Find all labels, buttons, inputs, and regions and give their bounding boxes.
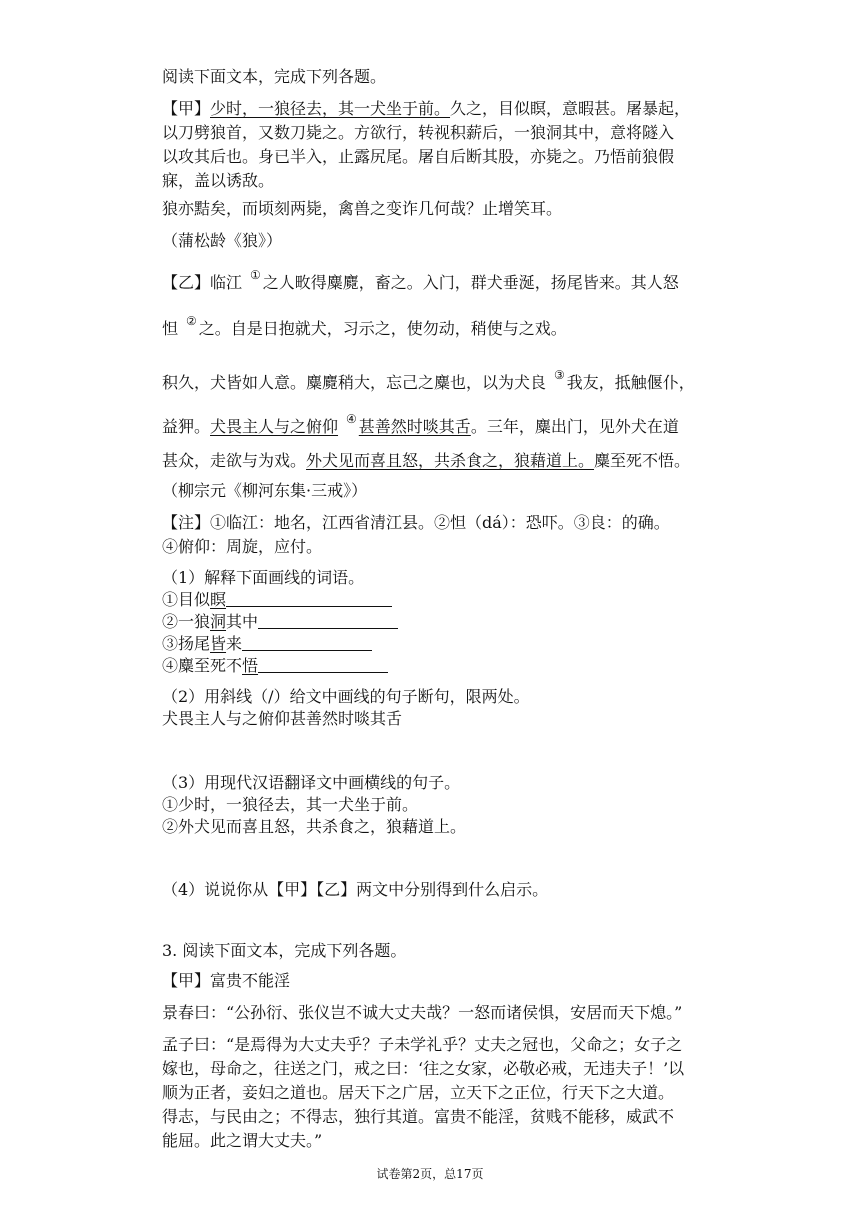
q3-sentence-2: ②外犬见而喜且怒，共杀食之，狼藉道上。 bbox=[162, 817, 467, 836]
yi-line-3 bbox=[162, 368, 695, 395]
q2-prompt: （2）用斜线（/）给文中画线的句子断句，限两处。 bbox=[162, 687, 530, 706]
yi-text: 之。自是日抱就犬，习示之，使勿动，稍使与之戏。 bbox=[198, 319, 567, 338]
q1-item-text: ③扬尾 bbox=[162, 634, 211, 653]
note-marker-4: ④ bbox=[346, 412, 357, 426]
yi-text: 怛 bbox=[162, 319, 179, 338]
q1-item-text: ①目似 bbox=[162, 590, 211, 609]
section-3-para-2-line-3: 顺为正者，妾妇之道也。居天下之广居，立天下之正位，行天下之大道。 bbox=[162, 1083, 675, 1102]
yi-text: 积久，犬皆如人意。麋麑稍大，忘己之麋也，以为犬良 bbox=[162, 373, 547, 392]
section-3-heading: 3. 阅读下面文本，完成下列各题。 bbox=[162, 941, 407, 960]
jia-underlined-sentence: 少时，一狼径去，其一犬坐于前。 bbox=[210, 99, 451, 118]
yi-line-1 bbox=[162, 268, 679, 295]
jia-source: （蒲松龄《狼》） bbox=[162, 231, 283, 250]
q4-prompt: （4）说说你从【甲】【乙】两文中分别得到什么启示。 bbox=[162, 880, 549, 899]
yi-text: 之人畋得麋麑，畜之。入门，群犬垂涎，扬尾皆来。其人怒 bbox=[262, 273, 679, 292]
q1-target-word: 洞 bbox=[210, 612, 227, 631]
yi-text: 益狎。 bbox=[162, 417, 211, 436]
yi-underlined-phrase-1: 犬畏主人与之俯仰 bbox=[210, 417, 339, 436]
q3-sentence-1: ①少时，一狼径去，其一犬坐于前。 bbox=[162, 795, 419, 814]
page-footer: 试卷第2页，总17页 bbox=[376, 1167, 484, 1181]
answer-blank[interactable] bbox=[242, 634, 372, 651]
jia-tag: 【甲】 bbox=[162, 99, 211, 118]
section-3-para-2-line-4: 得志，与民由之；不得志，独行其道。富贵不能淫，贫贱不能移，威武不 bbox=[162, 1107, 675, 1126]
q1-item-text: 来 bbox=[226, 634, 243, 653]
q1-item-2 bbox=[162, 611, 398, 633]
q1-item-text: ④麋至死不 bbox=[162, 656, 243, 675]
q1-target-word: 悟 bbox=[242, 656, 259, 675]
section-3-para-2-line-1: 孟子曰：“是焉得为大丈夫乎？子未学礼乎？丈夫之冠也，父命之；女子之 bbox=[162, 1035, 683, 1054]
q1-target-word: 瞑 bbox=[210, 590, 227, 609]
q1-prompt: （1）解释下面画线的词语。 bbox=[162, 568, 365, 587]
yi-text: 麋至死不悟。 bbox=[594, 451, 691, 470]
yi-tag: 【乙】 bbox=[162, 273, 211, 292]
yi-text: 甚众，走欲与为戏。 bbox=[162, 451, 307, 470]
intro-line: 阅读下面文本，完成下列各题。 bbox=[162, 67, 387, 86]
yi-underlined-sentence: 外犬见而喜且怒，共杀食之，狼藉道上。 bbox=[306, 451, 595, 470]
yi-line-4 bbox=[162, 412, 679, 439]
jia-line-3: 以攻其后也。身已半入，止露尻尾。屠自后断其股，亦毙之。乃悟前狼假 bbox=[162, 147, 675, 166]
yi-source: （柳宗元《柳河东集·三戒》） bbox=[162, 481, 368, 500]
answer-blank[interactable] bbox=[258, 656, 388, 673]
yi-text: 临江 bbox=[210, 273, 243, 292]
yi-line-2 bbox=[162, 314, 567, 341]
q1-item-text: ②一狼 bbox=[162, 612, 211, 631]
answer-blank[interactable] bbox=[258, 612, 398, 629]
jia-line-4: 寐，盖以诱敌。 bbox=[162, 171, 275, 190]
jia-line-1 bbox=[162, 98, 690, 120]
jia-line-2: 以刀劈狼首，又数刀毙之。方欲行，转视积薪后，一狼洞其中，意将隧入 bbox=[162, 123, 675, 142]
note-marker-2: ② bbox=[186, 314, 197, 328]
yi-text: 我友，抵触偃仆， bbox=[566, 373, 695, 392]
yi-underlined-phrase-2: 甚善然时啖其舌 bbox=[358, 417, 471, 436]
section-3-para-2-line-2: 嫁也，母命之，往送之门，戒之曰：‘往之女家，必敬必戒，无违夫子！’以 bbox=[162, 1059, 685, 1078]
yi-text: 。三年，麋出门，见外犬在道 bbox=[470, 417, 679, 436]
q1-item-text: 其中 bbox=[226, 612, 259, 631]
q1-item-4 bbox=[162, 655, 388, 677]
notes-line-2: ④俯仰：周旋，应付。 bbox=[162, 537, 323, 556]
section-3-para-2-line-5: 能屈。此之谓大丈夫。” bbox=[162, 1131, 323, 1150]
section-3-para-1: 景春曰：“公孙衍、张仪岂不诚大丈夫哉？一怒而诸侯惧，安居而天下熄。” bbox=[162, 1003, 683, 1022]
section-3-jia-title: 【甲】富贵不能淫 bbox=[162, 971, 291, 990]
q1-item-3 bbox=[162, 633, 372, 655]
yi-line-5 bbox=[162, 450, 690, 472]
jia-line-1-rest: 久之，目似瞑，意暇甚。屠暴起， bbox=[450, 99, 691, 118]
q2-sentence: 犬畏主人与之俯仰甚善然时啖其舌 bbox=[162, 709, 403, 728]
jia-line-5: 狼亦黠矣，而顷刻两毙，禽兽之变诈几何哉？止增笑耳。 bbox=[162, 199, 563, 218]
notes-line-1: 【注】①临江：地名，江西省清江县。②怛（dá）：恐吓。③良：的确。 bbox=[162, 513, 670, 532]
note-marker-1: ① bbox=[250, 268, 261, 282]
answer-blank[interactable] bbox=[226, 590, 392, 607]
q1-target-word: 皆 bbox=[210, 634, 227, 653]
q1-item-1 bbox=[162, 589, 392, 611]
q3-prompt: （3）用现代汉语翻译文中画横线的句子。 bbox=[162, 773, 461, 792]
note-marker-3: ③ bbox=[554, 368, 565, 382]
